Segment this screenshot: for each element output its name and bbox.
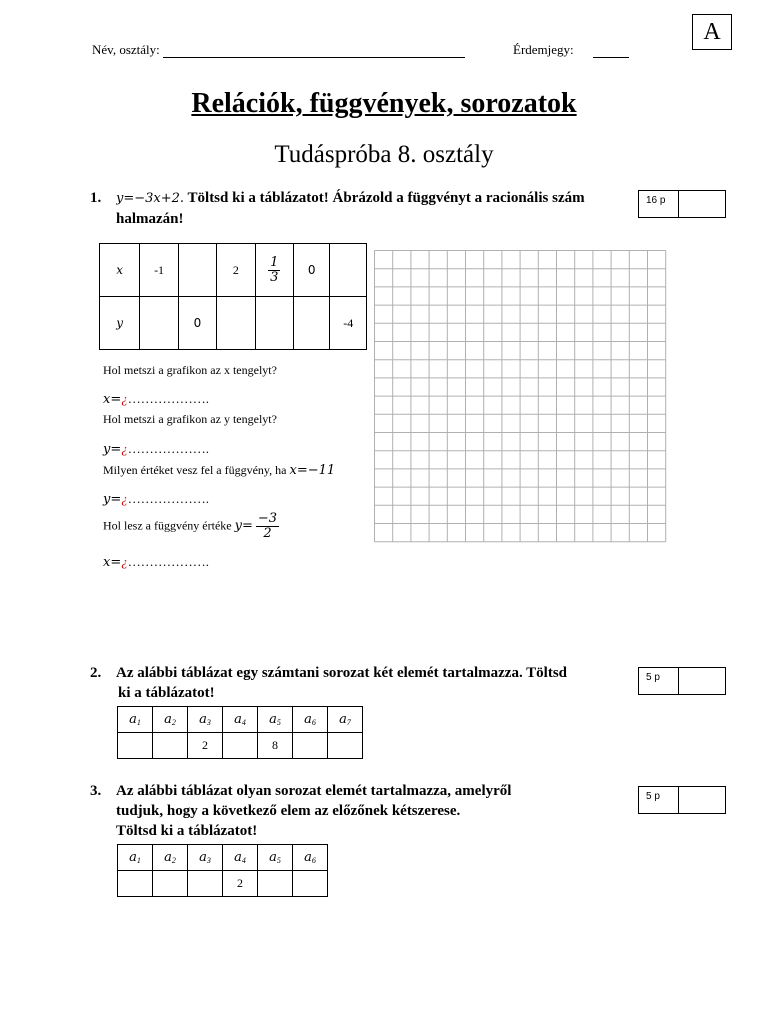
question-1: Hol metszi a grafikon az x tengelyt? [103,363,277,377]
y-header-cell: y [100,297,140,350]
x-cell[interactable]: -1 [140,244,178,297]
question-4: Hol lesz a függvény értéke y= $\frac{-3}{2}$ [103,511,278,541]
task1-points-label: 16 p [639,191,679,217]
sequence-value-cell[interactable] [118,733,153,759]
task1-text-line1: Töltsd ki a táblázatot! Ábrázold a függvényt a racionális szám [187,190,585,206]
grade-row [513,42,629,58]
q4-fraction: $\frac{-3}{2}$ [257,511,278,541]
sequence-header-cell: $a_4$ [223,707,258,733]
question-2: Hol metszi a grafikon az y tengelyt? [103,412,277,426]
answer-1[interactable]: x=¿………………. [103,391,209,407]
x-cell[interactable] [178,244,216,297]
arithmetic-sequence-table [117,706,363,759]
sequence-header-cell: $a_5$ [258,707,293,733]
sequence-header-cell: $a_5$ [258,845,293,871]
x-header-cell: x [100,244,140,297]
task2-number: 2. [90,665,102,681]
x-cell[interactable] [330,244,367,297]
task1-points-box [638,190,726,218]
table-row-values [118,871,328,897]
x-cell-fraction [255,244,293,297]
task3-text-line1: Az alábbi táblázat olyan sorozat elemét tartalmazza, amelyről [116,783,512,799]
sequence-value-cell[interactable]: 8 [258,733,293,759]
task1-number: 1. [90,190,102,206]
geometric-sequence-table [117,844,328,897]
sequence-header-cell: $a_3$ [188,707,223,733]
task2-text-line1: Az alábbi táblázat egy számtani sorozat két elemét tartalmazza. Töltsd [116,665,568,681]
y-cell[interactable] [140,297,178,350]
task3-text-line3: Töltsd ki a táblázatot! [116,823,258,839]
table-row-y [100,297,367,350]
table-row-headers [118,707,363,733]
answer-2[interactable]: y=¿………………. [103,441,209,457]
table-row-headers [118,845,328,871]
sequence-value-cell[interactable] [188,871,223,897]
y-cell[interactable]: -4 [330,297,367,350]
answer-3[interactable]: y=¿………………. [103,491,209,507]
name-class-row [92,42,465,58]
sequence-value-cell[interactable] [293,871,328,897]
sequence-header-cell: $a_1$ [118,845,153,871]
y-cell[interactable] [255,297,293,350]
task1-score-field[interactable] [679,191,725,217]
sequence-value-cell[interactable] [258,871,293,897]
sequence-value-cell[interactable] [223,733,258,759]
task3-points-label: 5 p [639,787,679,813]
function-value-table [99,243,367,350]
group-letter-box: A [692,14,732,50]
answer-4[interactable]: x=¿………………. [103,554,209,570]
grade-label: Érdemjegy: [513,42,574,57]
sequence-header-cell: $a_3$ [188,845,223,871]
table-row-values [118,733,363,759]
table-row-x [100,244,367,297]
task3-number: 3. [90,783,102,799]
sequence-value-cell[interactable] [293,733,328,759]
task2-text-line2: ki a táblázatot! [118,685,215,701]
task1-formula: y=−3x+2. [116,191,185,206]
sequence-header-cell: $a_6$ [293,707,328,733]
sequence-header-cell: $a_2$ [153,707,188,733]
coordinate-grid[interactable] [374,250,669,546]
task2-instructions [90,663,640,703]
sequence-header-cell: $a_4$ [223,845,258,871]
sequence-header-cell: $a_6$ [293,845,328,871]
sequence-value-cell[interactable]: 2 [223,871,258,897]
sequence-value-cell[interactable] [153,871,188,897]
sequence-header-cell: $a_7$ [328,707,363,733]
x-cell[interactable]: 2 [217,244,255,297]
sequence-value-cell[interactable] [118,871,153,897]
y-cell[interactable]: 0 [178,297,216,350]
task2-points-label: 5 p [639,668,679,694]
task3-instructions [90,781,640,841]
grade-field[interactable] [593,43,629,58]
y-cell[interactable] [294,297,330,350]
task3-text-line2: tudjuk, hogy a következő elem az előzőnek kétszerese. [116,803,461,819]
x-fraction: $\frac{1}{3}$ [270,254,279,285]
x-cell[interactable]: 0 [294,244,330,297]
y-cell[interactable] [217,297,255,350]
task2-score-field[interactable] [679,668,725,694]
task1-instructions [90,188,650,229]
name-field[interactable] [163,43,465,58]
page-title: Relációk, függvények, sorozatok [191,88,577,119]
sequence-value-cell[interactable] [153,733,188,759]
task3-points-box [638,786,726,814]
sequence-value-cell[interactable]: 2 [188,733,223,759]
task3-score-field[interactable] [679,787,725,813]
task2-points-box [638,667,726,695]
sequence-header-cell: $a_2$ [153,845,188,871]
sequence-header-cell: $a_1$ [118,707,153,733]
page-subtitle: Tudáspróba 8. osztály [274,141,494,168]
task1-text-line2: halmazán! [116,211,184,227]
sequence-value-cell[interactable] [328,733,363,759]
question-3: Milyen értéket vesz fel a függvény, ha x=−11 [103,463,336,478]
name-label: Név, osztály: [92,42,160,57]
